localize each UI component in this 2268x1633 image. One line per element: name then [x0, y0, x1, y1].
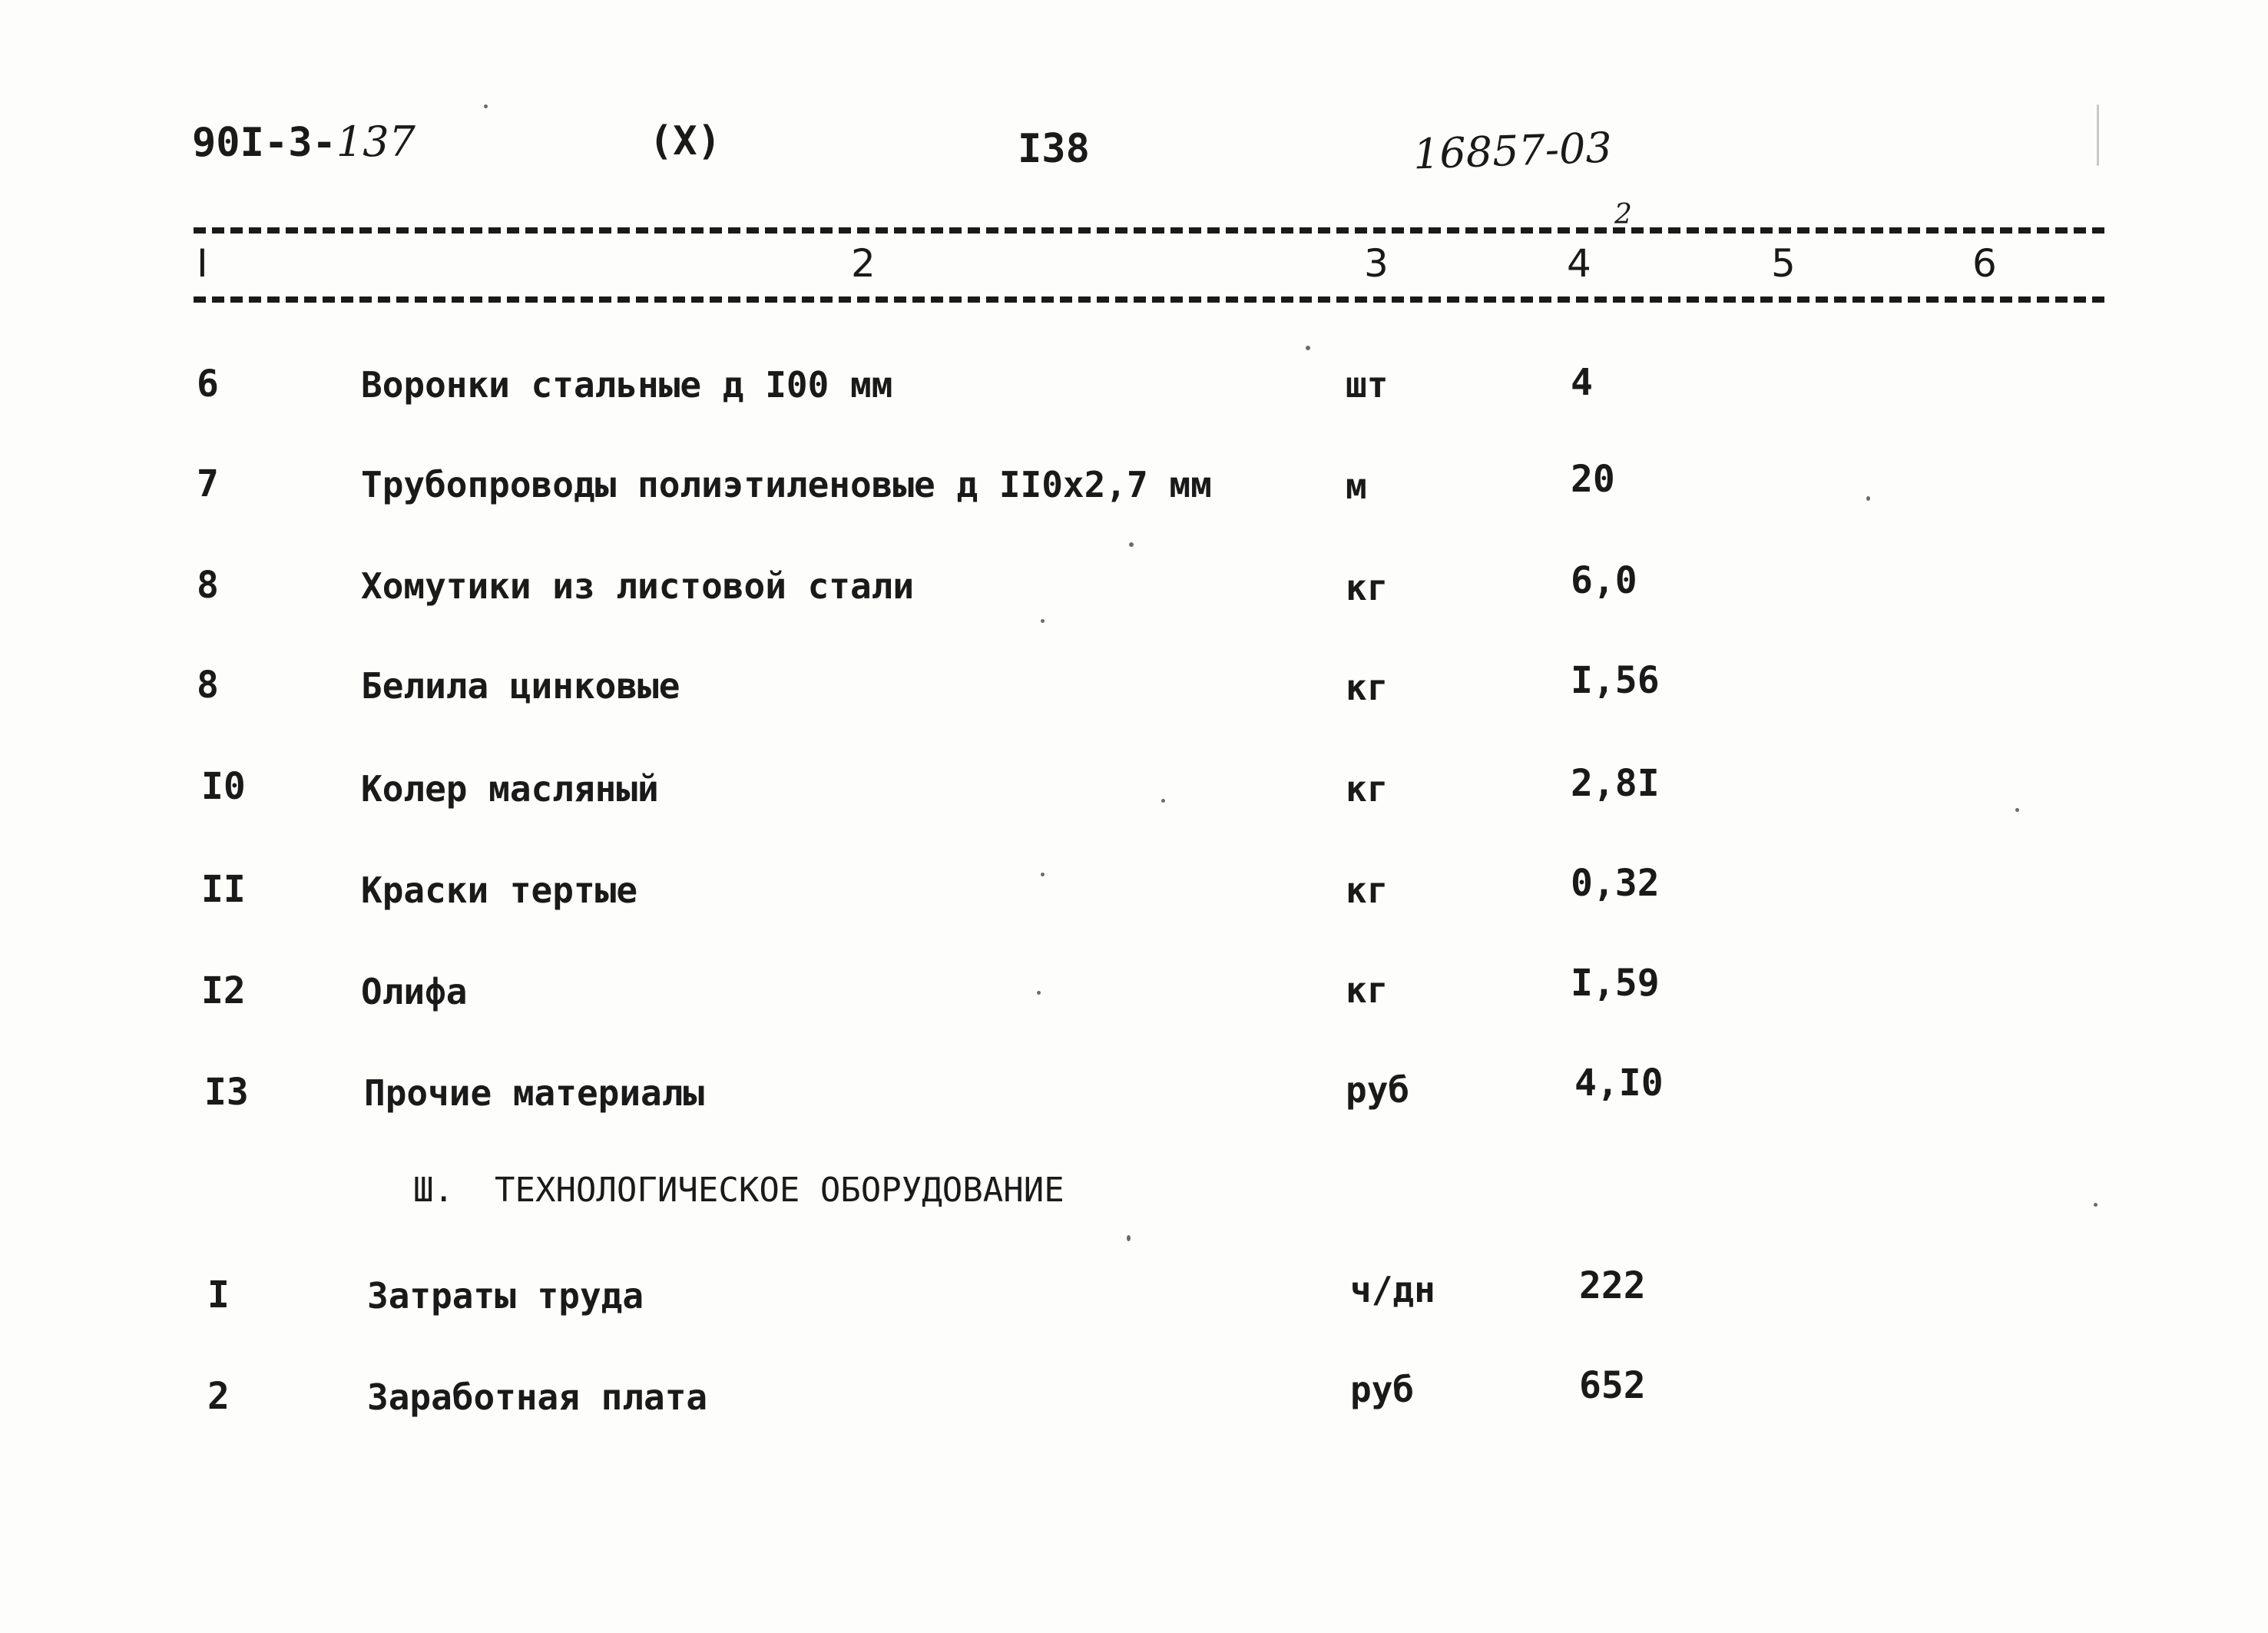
scan-speck: [1866, 496, 1870, 501]
unit: кг: [1346, 667, 1389, 708]
scan-speck: [484, 104, 488, 108]
quantity: 20: [1571, 458, 1615, 501]
item-name: Олифа: [361, 971, 468, 1012]
row-number: 8: [197, 664, 219, 707]
unit: ч/дн: [1350, 1269, 1435, 1310]
unit: кг: [1346, 869, 1389, 911]
quantity: 652: [1579, 1364, 1646, 1407]
scan-speck: [2015, 808, 2019, 812]
row-number: I: [207, 1274, 230, 1317]
inventory-number: 16857-03: [1412, 123, 1613, 179]
scan-speck: [1041, 873, 1045, 876]
quantity: I,56: [1571, 659, 1660, 702]
scan-speck: [1306, 346, 1310, 350]
item-name: Заработная плата: [367, 1376, 708, 1418]
section-number: Ш.: [413, 1171, 454, 1210]
section-title: ТЕХНОЛОГИЧЕСКОЕ ОБОРУДОВАНИЕ: [494, 1171, 1064, 1210]
row-number: I0: [201, 765, 246, 808]
scan-speck: [2097, 104, 2099, 166]
scan-speck: [1127, 1235, 1131, 1241]
row-number: 2: [207, 1375, 230, 1418]
item-name: Воронки стальные д I00 мм: [361, 364, 893, 406]
quantity: 4,I0: [1574, 1062, 1664, 1105]
column-number-4: 4: [1567, 241, 1591, 286]
quantity: 6,0: [1571, 559, 1637, 602]
variant-mark: (X): [649, 118, 721, 164]
row-number: 8: [197, 564, 219, 607]
item-name: Затраты труда: [367, 1275, 644, 1317]
section-heading: [413, 1171, 1064, 1210]
unit: кг: [1346, 768, 1389, 810]
scan-speck: [1041, 619, 1045, 623]
unit: м: [1346, 465, 1367, 507]
item-name: Белила цинковые: [361, 665, 680, 707]
scan-speck: [1129, 542, 1134, 547]
unit: кг: [1346, 567, 1389, 608]
unit: руб: [1346, 1069, 1410, 1111]
unit: шт: [1346, 364, 1389, 406]
scan-speck: [2094, 1203, 2097, 1207]
quantity: I,59: [1571, 962, 1660, 1005]
column-number-3: 3: [1364, 241, 1389, 286]
row-number: I3: [204, 1071, 249, 1114]
item-name: Прочие материалы: [364, 1072, 705, 1114]
row-number: 7: [197, 462, 219, 505]
doc-code-handwritten: 137: [336, 118, 416, 166]
row-number: 6: [197, 363, 219, 406]
item-name: Краски тертые: [361, 869, 638, 911]
item-name: Трубопроводы полиэтиленовые д II0х2,7 мм: [361, 464, 1212, 505]
row-number: I2: [201, 969, 246, 1012]
doc-code: [192, 118, 416, 166]
page-number: I38: [1018, 126, 1090, 172]
quantity: 222: [1579, 1264, 1646, 1307]
corner-mark: 2: [1614, 199, 1632, 230]
item-name: Колер масляный: [361, 768, 659, 810]
column-number-5: 5: [1771, 241, 1796, 286]
column-number-1: I: [197, 241, 208, 286]
item-name: Хомутики из листовой стали: [361, 565, 915, 607]
row-number: II: [201, 868, 246, 911]
quantity: 0,32: [1571, 862, 1660, 905]
doc-code-printed: 90I-3-: [192, 120, 336, 166]
quantity: 4: [1571, 361, 1593, 404]
unit: руб: [1350, 1369, 1415, 1410]
column-number-2: 2: [851, 241, 876, 286]
header-rule-top: [194, 227, 2104, 234]
scan-speck: [1037, 991, 1041, 995]
unit: кг: [1346, 969, 1389, 1011]
quantity: 2,8I: [1571, 762, 1660, 805]
scan-speck: [1161, 799, 1165, 803]
column-number-6: 6: [1972, 241, 1997, 286]
header-rule-bottom: [194, 296, 2104, 303]
